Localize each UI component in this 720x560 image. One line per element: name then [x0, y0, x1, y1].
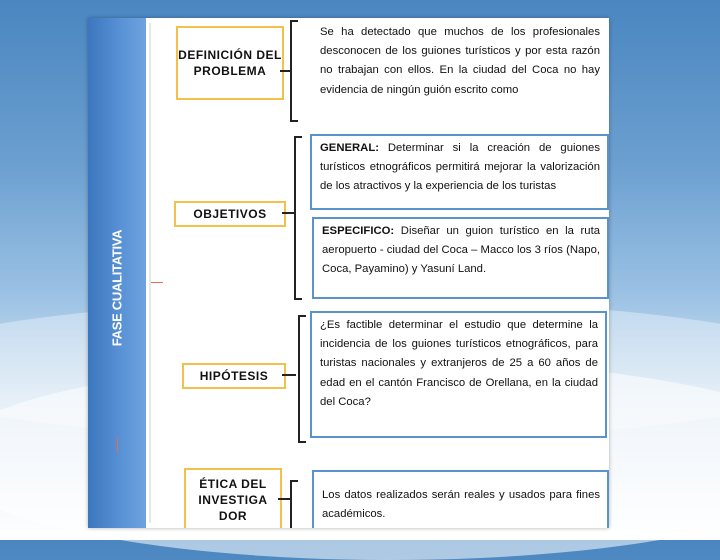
connector-tick [151, 282, 163, 283]
label-text: DEFINICIÓN DEL PROBLEMA [178, 48, 282, 78]
box-lead: ESPECIFICO: [322, 225, 395, 237]
content-box-problema [310, 18, 609, 116]
content-box-objetivo-general [310, 134, 609, 210]
box-text: Diseñar un guion turístico en la ruta aeropuerto - ciudad del Coca – Macco los 3 ríos (Napo, Coca, Payamino) y Yasuní Land. [322, 225, 600, 276]
label-objetivos [174, 201, 286, 227]
bracket [294, 136, 302, 300]
box-text: Determinar si la creación de guiones turísticos etnográficos permitirá mejorar la valorización de los atractivos y la experiencia de los turistas [320, 142, 600, 193]
connector-tick [117, 438, 118, 452]
box-lead: GENERAL: [320, 142, 379, 154]
bracket [290, 480, 298, 528]
label-text: ÉTICA DEL INVESTIGA DOR [198, 477, 268, 523]
box-text: Los datos realizados serán reales y usados para fines académicos. [322, 489, 600, 521]
bracket [290, 20, 298, 122]
phase-title: FASE CUALITATIVA [109, 229, 125, 347]
content-box-objetivo-especifico [312, 217, 609, 299]
spine-line [149, 23, 151, 523]
label-text: HIPÓTESIS [199, 369, 269, 383]
content-box-hipotesis [310, 311, 607, 438]
label-definicion-problema [176, 26, 284, 100]
label-etica-investigador [184, 468, 282, 528]
label-text: OBJETIVOS [193, 207, 267, 221]
bracket [298, 315, 306, 443]
diagram-sheet [88, 18, 609, 528]
box-text: ¿Es factible determinar el estudio que determine la incidencia de los guiones turísticos etnográficos, para turistas nacionales y extranjeros de 25 a 60 años de edad en el cantón Francisco de Orellana, en la ciudad del Coca? [320, 319, 598, 408]
label-hipotesis [182, 363, 286, 389]
bracket-connector [282, 374, 296, 376]
box-text: Se ha detectado que muchos de los profesionales desconocen de los guiones turísticos y por esta razón no trabajan con ellos. En la ciudad del Coca no hay evidencia de ningún guión escrito como [320, 26, 600, 96]
content-box-etica [312, 470, 609, 528]
